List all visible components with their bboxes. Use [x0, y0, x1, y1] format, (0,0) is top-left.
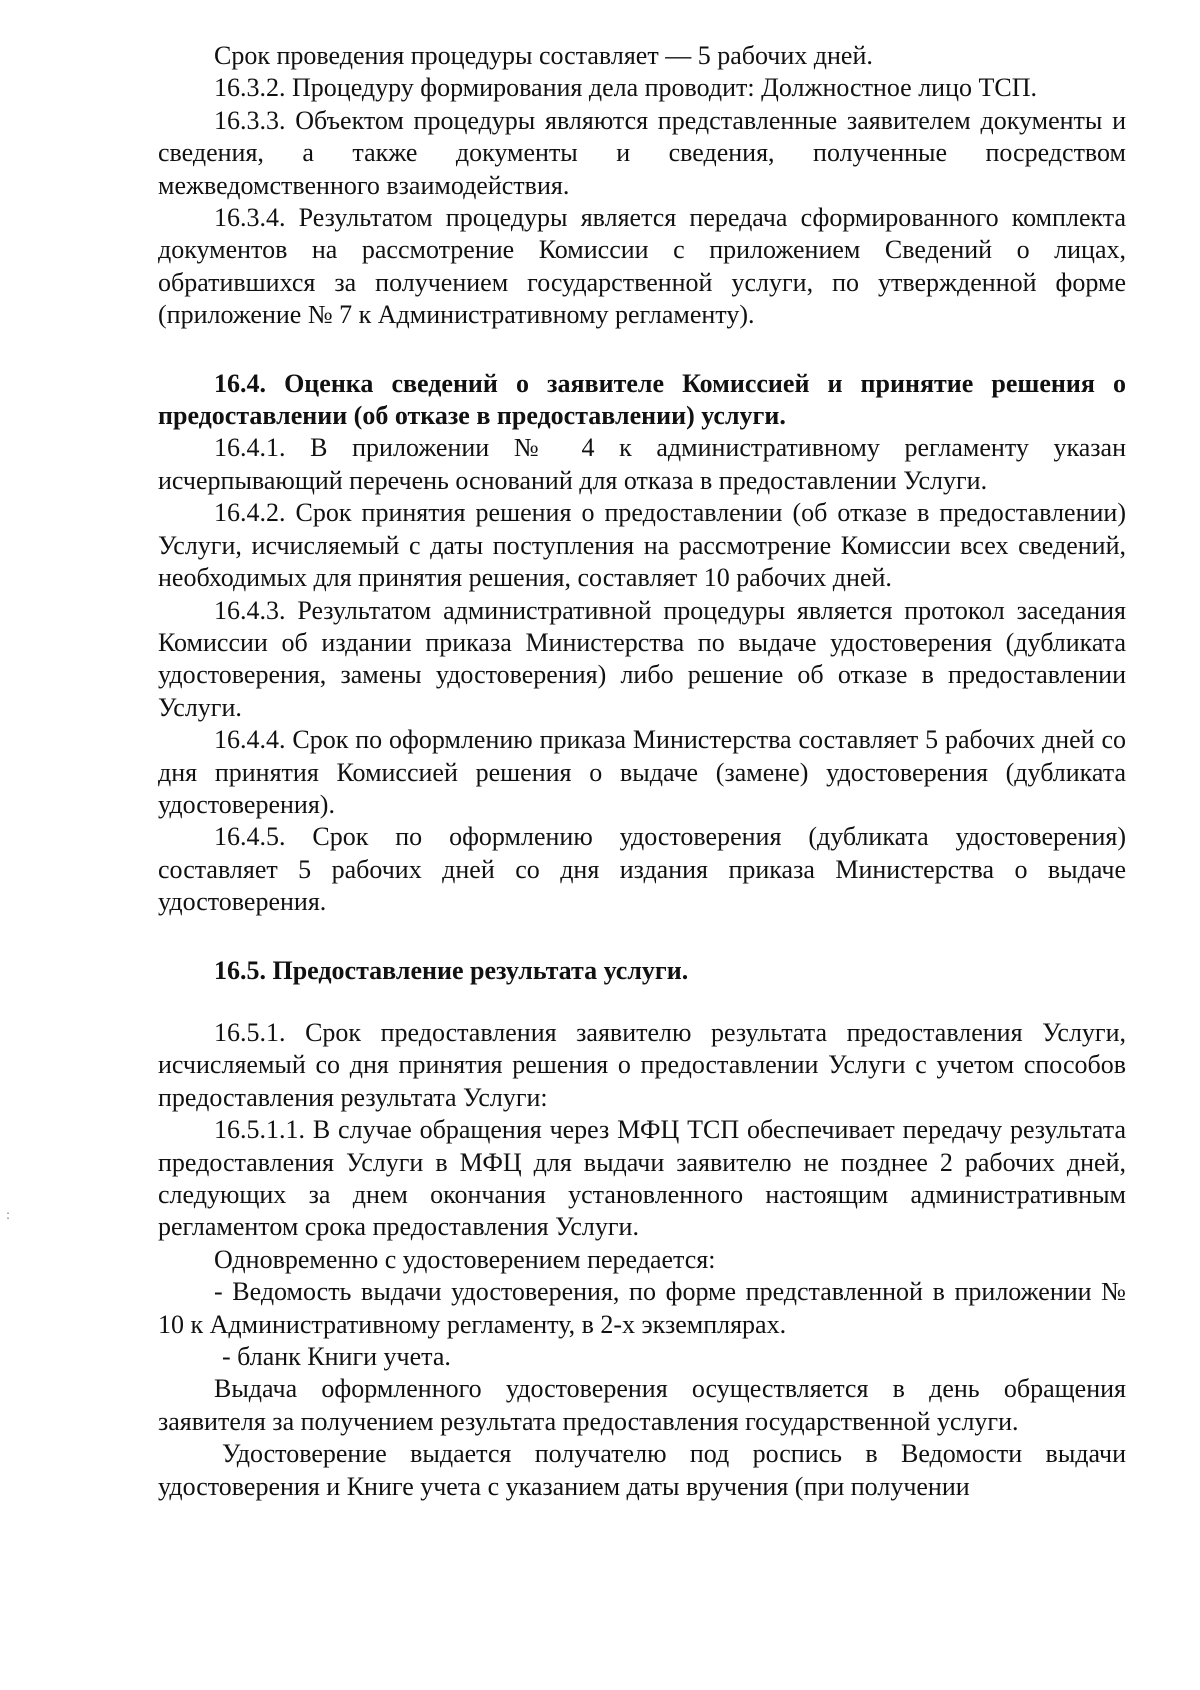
section-heading-16-5: 16.5. Предоставление результата услуги. — [214, 955, 689, 985]
list-item-register-form: - бланк Книги учета. — [222, 1342, 451, 1372]
paragraph-16-4-1: 16.4.1. В приложении № 4 к административному регламенту указан исчерпывающий перечень оснований для отказа в предоставлении Услуги. — [158, 433, 1126, 495]
paragraph-16-4-4: 16.4.4. Срок по оформлению приказа Министерства составляет 5 рабочих дней со дня принятия Комиссией решения о выдаче (замене) удостоверения (дубликата удостоверения). — [158, 725, 1126, 819]
section-heading-16-4: 16.4. Оценка сведений о заявителе Комиссией и принятие решения о предоставлении (об отказе в предоставлении) услуги. — [158, 368, 1126, 431]
paragraph-16-4-3: 16.4.3. Результатом административной процедуры является протокол заседания Комиссии об издании приказа Министерства по выдаче удостоверения (дубликата удостоверения, замены удостоверения) либо решение об отказе в предоставлении Услуги. — [158, 595, 1126, 722]
paragraph-issuance: Выдача оформленного удостоверения осуществляется в день обращения заявителя за получением результата предоставления государственной услуги. — [158, 1374, 1126, 1436]
paragraph-16-4-2: 16.4.2. Срок принятия решения о предоставлении (об отказе в предоставлении) Услуги, исчисляемый с даты поступления на рассмотрение Комиссии всех сведений, необходимых для принятия решения, составляет 10 рабочих дней. — [158, 498, 1126, 593]
paragraph-16-5-1-1: 16.5.1.1. В случае обращения через МФЦ ТСП обеспечивает передачу результата предоставления Услуги в МФЦ для выдачи заявителю не позднее 2 рабочих дней, следующих за днем окончания установленного настоящим административным регламентом срока предоставления Услуги. — [158, 1115, 1126, 1242]
paragraph-16-3-3: 16.3.3. Объектом процедуры являются представленные заявителем документы и сведения, а также документы и сведения, полученные посредством межведомственного взаимодействия. — [158, 105, 1126, 200]
margin-mark: : — [6, 1208, 11, 1222]
paragraph-simultaneous-transfer: Одновременно с удостоверением передается: — [214, 1244, 716, 1274]
paragraph-procedure-term: Срок проведения процедуры составляет — 5 рабочих дней. — [214, 41, 873, 70]
paragraph-16-3-4: 16.3.4. Результатом процедуры является передача сформированного комплекта документов на рассмотрение Комиссии с приложением Сведений о лицах, обратившихся за получением государственной услуги, по утвержденной форме (приложение № 7 к Административному регламенту). — [158, 203, 1126, 330]
spacer — [158, 987, 1126, 1017]
paragraph-16-5-1: 16.5.1. Срок предоставления заявителю результата предоставления Услуги, исчисляемый со дня принятия решения о предоставлении Услуги с учетом способов предоставления результата Услуги: — [158, 1017, 1126, 1112]
spacer — [158, 919, 1126, 955]
paragraph-16-4-5: 16.4.5. Срок по оформлению удостоверения (дубликата удостоверения) составляет 5 рабочих дней со дня издания приказа Министерства о выдаче удостоверения. — [158, 822, 1126, 917]
paragraph-signature-receipt: Удостоверение выдается получателю под роспись в Ведомости выдачи удостоверения и Книге учета с указанием даты вручения (при получении — [158, 1439, 1126, 1501]
document-page — [158, 40, 1126, 1503]
list-item-statement: - Ведомость выдачи удостоверения, по форме представленной в приложении № 10 к Административному регламенту, в 2-х экземплярах. — [158, 1277, 1126, 1339]
spacer — [158, 332, 1126, 368]
paragraph-16-3-2: 16.3.2. Процедуру формирования дела проводит: Должностное лицо ТСП. — [214, 73, 1037, 103]
